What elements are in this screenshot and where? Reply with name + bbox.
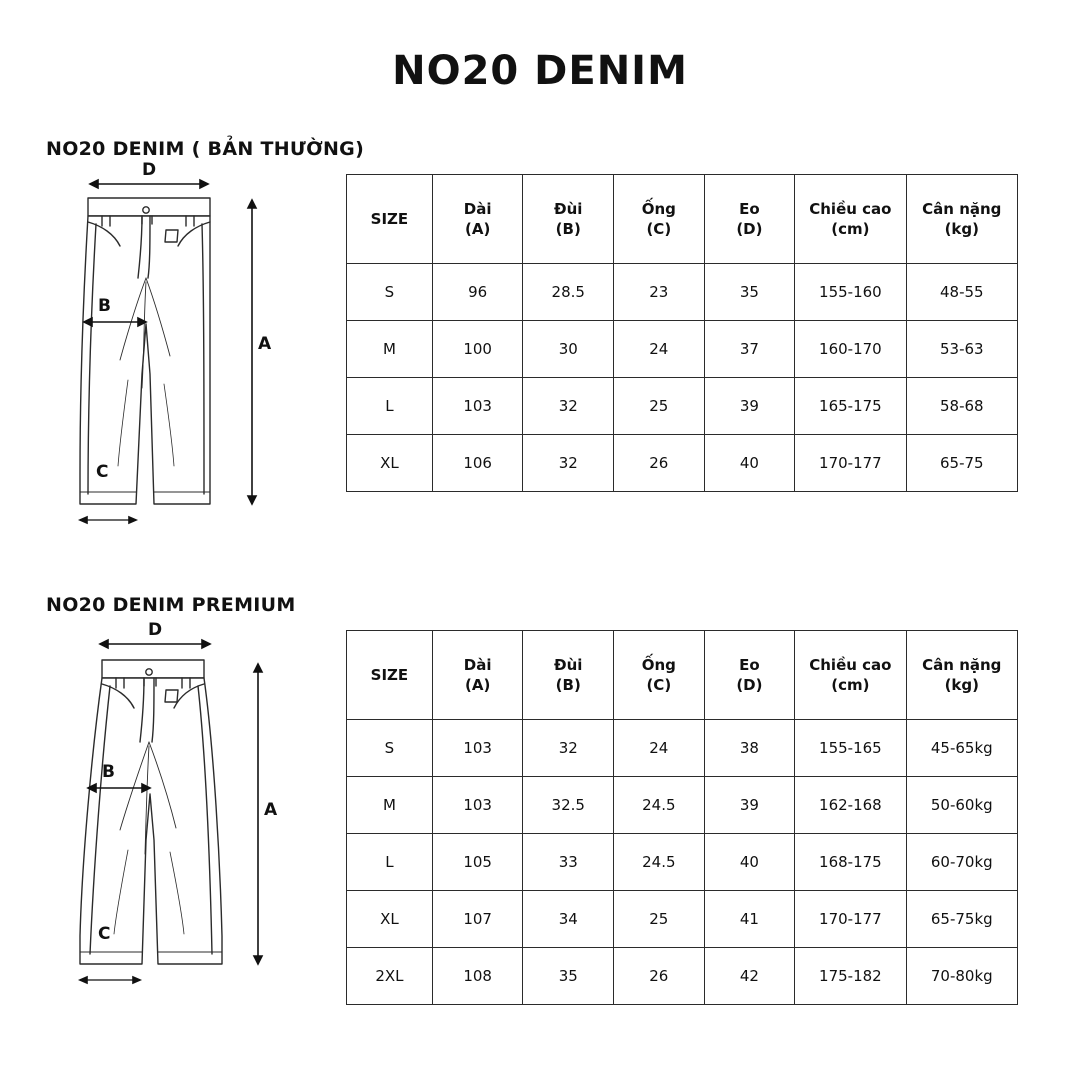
table-header-row	[347, 175, 1018, 264]
table-row	[347, 378, 1018, 435]
cell-size: XL	[347, 891, 433, 948]
cell-can-nang: 53-63	[906, 321, 1017, 378]
col-header-dai-line2: (A)	[465, 676, 491, 694]
col-header-dai	[432, 631, 523, 720]
cell-dui: 34	[523, 891, 614, 948]
label-d-standard: D	[142, 160, 157, 180]
cell-chieu-cao: 160-170	[795, 321, 906, 378]
cell-chieu-cao: 155-165	[795, 720, 906, 777]
col-header-eo-line1: Eo	[739, 199, 760, 218]
table-row	[347, 435, 1018, 492]
col-header-dai-line1: Dài	[463, 199, 492, 218]
col-header-chieu-cao-line1: Chiều cao	[809, 655, 892, 674]
cell-dui: 32	[523, 720, 614, 777]
cell-can-nang: 50-60kg	[906, 777, 1017, 834]
diagram-premium	[46, 620, 346, 990]
cell-size: S	[347, 264, 433, 321]
section-title-standard: NO20 DENIM ( BẢN THƯỜNG)	[46, 138, 365, 160]
diagram-standard	[46, 160, 346, 534]
cell-ong: 26	[614, 435, 705, 492]
table-row	[347, 891, 1018, 948]
col-header-eo-line2: (D)	[736, 220, 763, 238]
cell-dai: 106	[432, 435, 523, 492]
cell-size: 2XL	[347, 948, 433, 1005]
cell-ong: 24.5	[614, 834, 705, 891]
cell-dai: 103	[432, 720, 523, 777]
cell-ong: 24	[614, 321, 705, 378]
label-a-premium: A	[264, 800, 278, 820]
col-header-dui-line1: Đùi	[554, 655, 583, 674]
cell-ong: 24.5	[614, 777, 705, 834]
label-c-standard: C	[96, 462, 109, 482]
col-header-size	[347, 175, 433, 264]
cell-ong: 24	[614, 720, 705, 777]
col-header-can-nang-line1: Cân nặng	[922, 655, 1002, 674]
col-header-eo	[704, 175, 795, 264]
cell-eo: 40	[704, 435, 795, 492]
cell-eo: 39	[704, 777, 795, 834]
cell-ong: 25	[614, 891, 705, 948]
cell-can-nang: 60-70kg	[906, 834, 1017, 891]
cell-dai: 96	[432, 264, 523, 321]
col-header-dui	[523, 631, 614, 720]
col-header-dai-line2: (A)	[465, 220, 491, 238]
col-header-size-line1: SIZE	[370, 665, 409, 684]
cell-eo: 38	[704, 720, 795, 777]
col-header-eo-line1: Eo	[739, 655, 760, 674]
col-header-eo-line2: (D)	[736, 676, 763, 694]
page-title: NO20 DENIM	[392, 48, 688, 94]
col-header-size-line1: SIZE	[370, 209, 409, 228]
table-header-row	[347, 631, 1018, 720]
cell-dui: 35	[523, 948, 614, 1005]
cell-can-nang: 70-80kg	[906, 948, 1017, 1005]
cell-dai: 105	[432, 834, 523, 891]
col-header-chieu-cao-line2: (cm)	[831, 676, 870, 694]
cell-size: XL	[347, 435, 433, 492]
cell-eo: 37	[704, 321, 795, 378]
cell-can-nang: 58-68	[906, 378, 1017, 435]
col-header-dai-line1: Dài	[463, 655, 492, 674]
cell-can-nang: 45-65kg	[906, 720, 1017, 777]
cell-eo: 39	[704, 378, 795, 435]
col-header-can-nang-line2: (kg)	[944, 676, 979, 694]
col-header-dui	[523, 175, 614, 264]
cell-ong: 23	[614, 264, 705, 321]
cell-eo: 41	[704, 891, 795, 948]
col-header-dui-line2: (B)	[555, 676, 581, 694]
cell-ong: 26	[614, 948, 705, 1005]
table-row	[347, 720, 1018, 777]
cell-can-nang: 48-55	[906, 264, 1017, 321]
cell-dui: 30	[523, 321, 614, 378]
cell-dai: 103	[432, 777, 523, 834]
col-header-can-nang-line1: Cân nặng	[922, 199, 1002, 218]
label-c-premium: C	[98, 924, 111, 944]
cell-dai: 107	[432, 891, 523, 948]
col-header-ong-line2: (C)	[646, 676, 672, 694]
cell-eo: 42	[704, 948, 795, 1005]
cell-chieu-cao: 170-177	[795, 435, 906, 492]
section-standard	[0, 138, 1080, 534]
cell-chieu-cao: 155-160	[795, 264, 906, 321]
cell-chieu-cao: 168-175	[795, 834, 906, 891]
cell-size: M	[347, 321, 433, 378]
size-table-premium	[346, 630, 1018, 1005]
col-header-dai	[432, 175, 523, 264]
cell-dui: 28.5	[523, 264, 614, 321]
cell-chieu-cao: 165-175	[795, 378, 906, 435]
section-title-premium: NO20 DENIM PREMIUM	[46, 594, 296, 616]
table-row	[347, 834, 1018, 891]
cell-eo: 40	[704, 834, 795, 891]
col-header-chieu-cao-line1: Chiều cao	[809, 199, 892, 218]
cell-dui: 33	[523, 834, 614, 891]
label-b-standard: B	[98, 296, 111, 316]
cell-ong: 25	[614, 378, 705, 435]
cell-dai: 108	[432, 948, 523, 1005]
col-header-can-nang	[906, 175, 1017, 264]
table-wrap-standard	[346, 174, 1080, 492]
col-header-can-nang	[906, 631, 1017, 720]
label-b-premium: B	[102, 762, 115, 782]
col-header-eo	[704, 631, 795, 720]
col-header-ong	[614, 631, 705, 720]
section-premium	[0, 594, 1080, 1005]
cell-dui: 32	[523, 435, 614, 492]
col-header-ong	[614, 175, 705, 264]
label-a-standard: A	[258, 334, 272, 354]
table-row	[347, 948, 1018, 1005]
cell-size: L	[347, 834, 433, 891]
col-header-dui-line2: (B)	[555, 220, 581, 238]
size-table-standard	[346, 174, 1018, 492]
cell-chieu-cao: 162-168	[795, 777, 906, 834]
cell-can-nang: 65-75kg	[906, 891, 1017, 948]
cell-size: L	[347, 378, 433, 435]
cell-dui: 32.5	[523, 777, 614, 834]
cell-chieu-cao: 175-182	[795, 948, 906, 1005]
table-wrap-premium	[346, 630, 1080, 1005]
cell-dai: 100	[432, 321, 523, 378]
col-header-ong-line1: Ống	[641, 655, 676, 674]
col-header-chieu-cao	[795, 631, 906, 720]
cell-chieu-cao: 170-177	[795, 891, 906, 948]
col-header-size	[347, 631, 433, 720]
table-row	[347, 264, 1018, 321]
col-header-can-nang-line2: (kg)	[944, 220, 979, 238]
cell-size: S	[347, 720, 433, 777]
table-row	[347, 777, 1018, 834]
col-header-chieu-cao	[795, 175, 906, 264]
cell-dui: 32	[523, 378, 614, 435]
col-header-ong-line2: (C)	[646, 220, 672, 238]
table-row	[347, 321, 1018, 378]
col-header-dui-line1: Đùi	[554, 199, 583, 218]
label-d-premium: D	[148, 620, 163, 640]
col-header-chieu-cao-line2: (cm)	[831, 220, 870, 238]
cell-dai: 103	[432, 378, 523, 435]
cell-eo: 35	[704, 264, 795, 321]
cell-can-nang: 65-75	[906, 435, 1017, 492]
cell-size: M	[347, 777, 433, 834]
col-header-ong-line1: Ống	[641, 199, 676, 218]
